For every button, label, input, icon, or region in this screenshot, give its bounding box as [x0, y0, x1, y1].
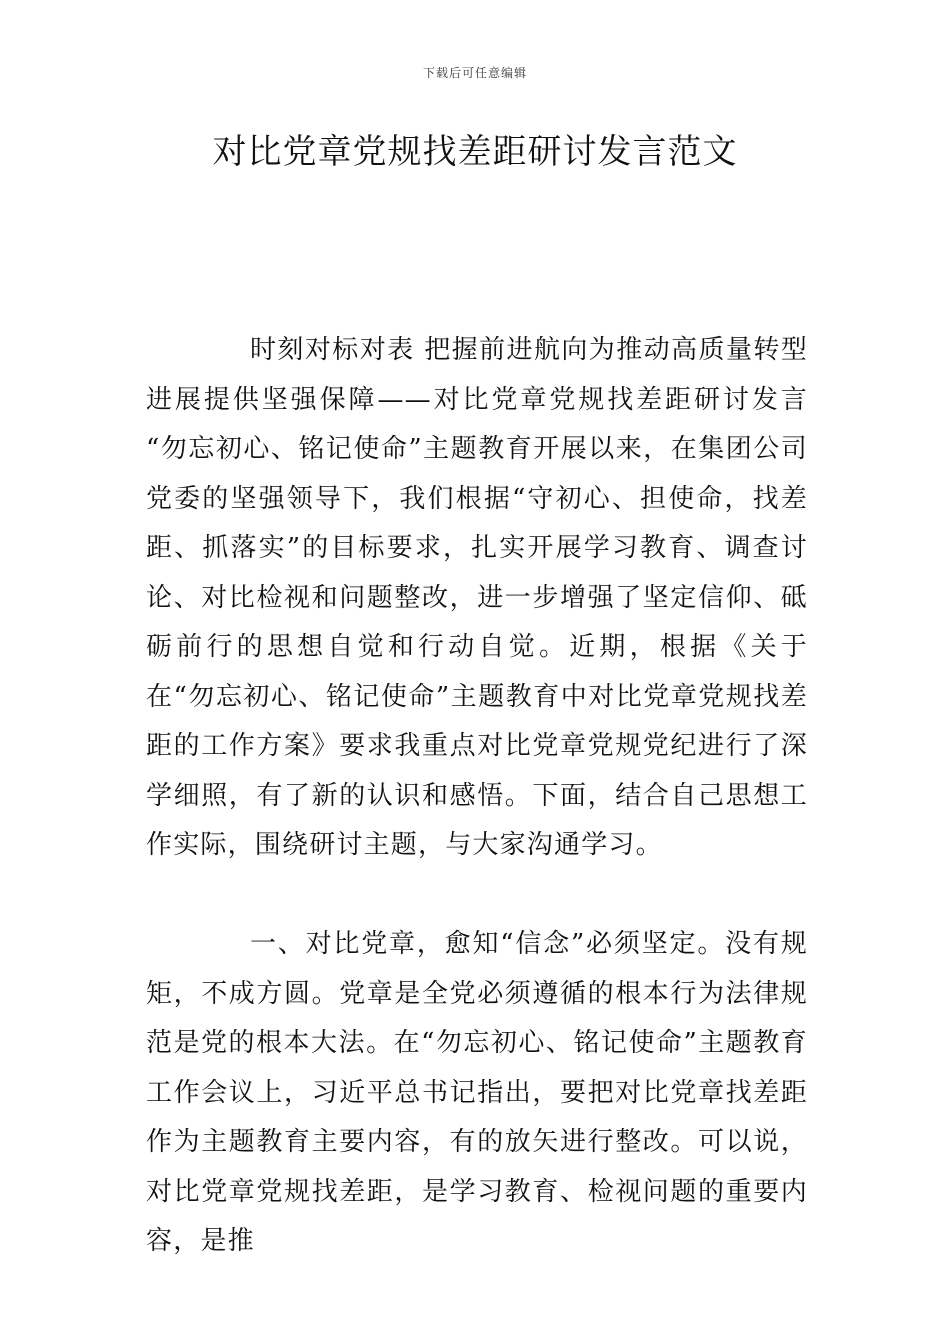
- body-paragraph: 时刻对标对表 把握前进航向为推动高质量转型进展提供坚强保障——对比党章党规找差距研讨发言 “勿忘初心、铭记使命”主题教育开展以来，在集团公司党委的坚强领导下，我们根据“守初心、担使命，找差距、抓落实”的目标要求，扎实开展学习教育、调查讨论、对比检视和问题整改，进一步增强了坚定信仰、砥砺前行的思想自觉和行动自觉。近期，根据《关于在“勿忘初心、铭记使命”主题教育中对比党章党规找差距的工作方案》要求我重点对比党章党规党纪进行了深学细照，有了新的认识和感悟。下面，结合自己思想工作实际，围绕研讨主题，与大家沟通学习。: [146, 335, 808, 860]
- body-paragraph: 一、对比党章，愈知“信念”必须坚定。没有规矩，不成方圆。党章是全党必须遵循的根本行为法律规范是党的根本大法。在“勿忘初心、铭记使命”主题教育工作会议上，习近平总书记指出，要把对比党章找差距作为主题教育主要内容，有的放矢进行整改。可以说，对比党章党规找差距，是学习教育、检视问题的重要内容，是推: [146, 929, 808, 1256]
- document-title: 对比党章党规找差距研讨发言范文: [212, 132, 738, 172]
- header-note: 下载后可任意编辑: [422, 66, 527, 80]
